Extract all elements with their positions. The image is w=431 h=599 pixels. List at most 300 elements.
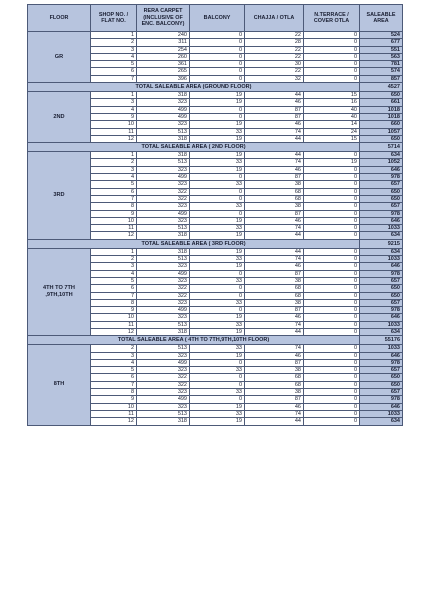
saleable-area-cell: 1052 (360, 159, 403, 166)
chajja-otla-cell: 68 (245, 292, 304, 299)
balcony-cell: 0 (190, 307, 245, 314)
chajja-otla-cell: 74 (245, 410, 304, 417)
rera-carpet-cell: 318 (137, 232, 190, 239)
header-rera-carpet: RERA CARPET (INCLUSIVE OF ENC. BALCONY) (137, 5, 190, 32)
saleable-area-cell: 650 (360, 285, 403, 292)
balcony-cell: 19 (190, 328, 245, 335)
chajja-otla-cell: 87 (245, 307, 304, 314)
rera-carpet-cell: 499 (137, 113, 190, 120)
chajja-otla-cell: 87 (245, 359, 304, 366)
terrace-cell: 16 (304, 99, 360, 106)
flat-no-cell: 11 (91, 128, 137, 135)
balcony-cell: 0 (190, 188, 245, 195)
flat-no-cell: 11 (91, 410, 137, 417)
saleable-area-cell: 650 (360, 188, 403, 195)
chajja-otla-cell: 44 (245, 152, 304, 159)
rera-carpet-cell: 318 (137, 248, 190, 255)
saleable-area-cell: 650 (360, 195, 403, 202)
balcony-cell: 19 (190, 352, 245, 359)
rera-carpet-cell: 322 (137, 285, 190, 292)
flat-no-cell: 5 (91, 367, 137, 374)
terrace-cell: 40 (304, 106, 360, 113)
header-balcony: BALCONY (190, 5, 245, 32)
terrace-cell: 0 (304, 75, 360, 82)
terrace-cell: 0 (304, 174, 360, 181)
rera-carpet-cell: 323 (137, 277, 190, 284)
balcony-cell: 33 (190, 128, 245, 135)
saleable-area-table (27, 4, 403, 426)
balcony-cell: 0 (190, 32, 245, 39)
flat-no-cell: 4 (91, 270, 137, 277)
terrace-cell: 24 (304, 128, 360, 135)
flat-no-cell: 3 (91, 166, 137, 173)
total-value: 5714 (360, 143, 403, 152)
rera-carpet-cell: 323 (137, 314, 190, 321)
chajja-otla-cell: 74 (245, 345, 304, 352)
balcony-cell: 19 (190, 314, 245, 321)
saleable-area-cell: 978 (360, 396, 403, 403)
balcony-cell: 0 (190, 113, 245, 120)
saleable-area-cell: 634 (360, 328, 403, 335)
terrace-cell: 0 (304, 61, 360, 68)
terrace-cell: 0 (304, 389, 360, 396)
total-row (28, 239, 403, 248)
balcony-cell: 0 (190, 285, 245, 292)
saleable-area-cell: 978 (360, 174, 403, 181)
chajja-otla-cell: 44 (245, 328, 304, 335)
rera-carpet-cell: 323 (137, 263, 190, 270)
saleable-area-cell: 1033 (360, 321, 403, 328)
rera-carpet-cell: 323 (137, 181, 190, 188)
balcony-cell: 33 (190, 299, 245, 306)
total-value: 55176 (360, 336, 403, 345)
terrace-cell: 0 (304, 181, 360, 188)
terrace-cell: 0 (304, 314, 360, 321)
terrace-cell: 0 (304, 232, 360, 239)
rera-carpet-cell: 322 (137, 374, 190, 381)
floor-label: 4TH TO 7TH ,9TH,10TH (28, 248, 91, 336)
rera-carpet-cell: 499 (137, 307, 190, 314)
balcony-cell: 33 (190, 225, 245, 232)
rera-carpet-cell: 499 (137, 174, 190, 181)
terrace-cell: 0 (304, 418, 360, 425)
flat-no-cell: 11 (91, 225, 137, 232)
chajja-otla-cell: 74 (245, 225, 304, 232)
balcony-cell: 33 (190, 389, 245, 396)
balcony-cell: 19 (190, 248, 245, 255)
saleable-area-cell: 650 (360, 381, 403, 388)
saleable-area-cell: 524 (360, 32, 403, 39)
balcony-cell: 0 (190, 396, 245, 403)
header-row (28, 5, 403, 32)
flat-no-cell: 5 (91, 181, 137, 188)
balcony-cell: 19 (190, 403, 245, 410)
rera-carpet-cell: 513 (137, 410, 190, 417)
terrace-cell: 0 (304, 217, 360, 224)
terrace-cell: 14 (304, 121, 360, 128)
terrace-cell: 15 (304, 135, 360, 142)
rera-carpet-cell: 513 (137, 345, 190, 352)
flat-no-cell: 12 (91, 232, 137, 239)
saleable-area-cell: 634 (360, 152, 403, 159)
chajja-otla-cell: 68 (245, 188, 304, 195)
saleable-area-cell: 978 (360, 270, 403, 277)
header-saleable-area: SALEABLE AREA (360, 5, 403, 32)
chajja-otla-cell: 44 (245, 232, 304, 239)
terrace-cell: 0 (304, 396, 360, 403)
header-terrace-cover-otla: N.TERRACE / COVER OTLA (304, 5, 360, 32)
terrace-cell: 0 (304, 256, 360, 263)
chajja-otla-cell: 22 (245, 46, 304, 53)
flat-no-cell: 7 (91, 75, 137, 82)
terrace-cell: 0 (304, 46, 360, 53)
terrace-cell: 0 (304, 248, 360, 255)
total-label: TOTAL SALEABLE AREA ( 2ND FLOOR) (28, 143, 360, 152)
balcony-cell: 33 (190, 367, 245, 374)
chajja-otla-cell: 46 (245, 403, 304, 410)
saleable-area-cell: 650 (360, 374, 403, 381)
chajja-otla-cell: 74 (245, 256, 304, 263)
terrace-cell: 0 (304, 68, 360, 75)
flat-no-cell: 3 (91, 46, 137, 53)
table-row (28, 248, 403, 255)
flat-no-cell: 12 (91, 135, 137, 142)
flat-no-cell: 1 (91, 248, 137, 255)
balcony-cell: 0 (190, 46, 245, 53)
saleable-area-cell: 646 (360, 217, 403, 224)
balcony-cell: 0 (190, 174, 245, 181)
chajja-otla-cell: 87 (245, 270, 304, 277)
chajja-otla-cell: 68 (245, 285, 304, 292)
terrace-cell: 0 (304, 403, 360, 410)
rera-carpet-cell: 318 (137, 152, 190, 159)
flat-no-cell: 4 (91, 359, 137, 366)
saleable-area-cell: 978 (360, 359, 403, 366)
saleable-area-cell: 646 (360, 166, 403, 173)
flat-no-cell: 7 (91, 195, 137, 202)
flat-no-cell: 10 (91, 314, 137, 321)
flat-no-cell: 4 (91, 53, 137, 60)
balcony-cell: 0 (190, 195, 245, 202)
flat-no-cell: 9 (91, 307, 137, 314)
rera-carpet-cell: 318 (137, 328, 190, 335)
chajja-otla-cell: 38 (245, 203, 304, 210)
chajja-otla-cell: 38 (245, 181, 304, 188)
saleable-area-cell: 650 (360, 92, 403, 99)
terrace-cell: 0 (304, 152, 360, 159)
saleable-area-cell: 634 (360, 248, 403, 255)
table-row (28, 152, 403, 159)
rera-carpet-cell: 323 (137, 403, 190, 410)
floor-label: GR (28, 32, 91, 83)
saleable-area-cell: 551 (360, 46, 403, 53)
balcony-cell: 0 (190, 68, 245, 75)
saleable-area-cell: 634 (360, 232, 403, 239)
flat-no-cell: 3 (91, 352, 137, 359)
balcony-cell: 0 (190, 53, 245, 60)
flat-no-cell: 7 (91, 292, 137, 299)
flat-no-cell: 12 (91, 328, 137, 335)
rera-carpet-cell: 323 (137, 352, 190, 359)
balcony-cell: 33 (190, 345, 245, 352)
terrace-cell: 0 (304, 345, 360, 352)
balcony-cell: 33 (190, 159, 245, 166)
saleable-area-cell: 646 (360, 352, 403, 359)
flat-no-cell: 6 (91, 285, 137, 292)
total-row (28, 143, 403, 152)
terrace-cell: 0 (304, 53, 360, 60)
saleable-area-cell: 646 (360, 263, 403, 270)
terrace-cell: 0 (304, 381, 360, 388)
balcony-cell: 19 (190, 99, 245, 106)
saleable-area-cell: 563 (360, 53, 403, 60)
flat-no-cell: 8 (91, 299, 137, 306)
flat-no-cell: 11 (91, 321, 137, 328)
saleable-area-cell: 857 (360, 75, 403, 82)
table-row (28, 92, 403, 99)
rera-carpet-cell: 323 (137, 367, 190, 374)
saleable-area-cell: 657 (360, 367, 403, 374)
flat-no-cell: 1 (91, 92, 137, 99)
saleable-area-cell: 634 (360, 418, 403, 425)
balcony-cell: 33 (190, 181, 245, 188)
flat-no-cell: 8 (91, 389, 137, 396)
rera-carpet-cell: 318 (137, 418, 190, 425)
rera-carpet-cell: 260 (137, 53, 190, 60)
flat-no-cell: 1 (91, 32, 137, 39)
terrace-cell: 0 (304, 321, 360, 328)
terrace-cell: 0 (304, 203, 360, 210)
rera-carpet-cell: 499 (137, 396, 190, 403)
total-row (28, 83, 403, 92)
chajja-otla-cell: 38 (245, 367, 304, 374)
flat-no-cell: 12 (91, 418, 137, 425)
saleable-area-cell: 781 (360, 61, 403, 68)
total-value: 4527 (360, 83, 403, 92)
flat-no-cell: 10 (91, 121, 137, 128)
flat-no-cell: 3 (91, 263, 137, 270)
saleable-area-cell: 650 (360, 135, 403, 142)
saleable-area-cell: 1018 (360, 106, 403, 113)
chajja-otla-cell: 38 (245, 277, 304, 284)
flat-no-cell: 4 (91, 106, 137, 113)
flat-no-cell: 5 (91, 277, 137, 284)
terrace-cell: 40 (304, 113, 360, 120)
saleable-area-cell: 1018 (360, 113, 403, 120)
chajja-otla-cell: 68 (245, 195, 304, 202)
terrace-cell: 0 (304, 277, 360, 284)
terrace-cell: 0 (304, 188, 360, 195)
chajja-otla-cell: 74 (245, 321, 304, 328)
header-chajja-otla: CHAJJA / OTLA (245, 5, 304, 32)
rera-carpet-cell: 499 (137, 270, 190, 277)
rera-carpet-cell: 513 (137, 159, 190, 166)
balcony-cell: 19 (190, 135, 245, 142)
rera-carpet-cell: 240 (137, 32, 190, 39)
rera-carpet-cell: 323 (137, 203, 190, 210)
floor-label: 3RD (28, 152, 91, 240)
terrace-cell: 0 (304, 367, 360, 374)
saleable-area-cell: 650 (360, 292, 403, 299)
chajja-otla-cell: 46 (245, 166, 304, 173)
flat-no-cell: 7 (91, 381, 137, 388)
rera-carpet-cell: 513 (137, 256, 190, 263)
chajja-otla-cell: 46 (245, 314, 304, 321)
chajja-otla-cell: 87 (245, 210, 304, 217)
terrace-cell: 15 (304, 92, 360, 99)
balcony-cell: 33 (190, 203, 245, 210)
rera-carpet-cell: 318 (137, 92, 190, 99)
saleable-area-cell: 677 (360, 39, 403, 46)
table-body (28, 32, 403, 426)
terrace-cell: 0 (304, 359, 360, 366)
terrace-cell: 0 (304, 299, 360, 306)
balcony-cell: 33 (190, 321, 245, 328)
rera-carpet-cell: 513 (137, 225, 190, 232)
header-shop-flat-no: SHOP NO. / FLAT NO. (91, 5, 137, 32)
balcony-cell: 19 (190, 217, 245, 224)
chajja-otla-cell: 87 (245, 106, 304, 113)
balcony-cell: 0 (190, 210, 245, 217)
balcony-cell: 0 (190, 39, 245, 46)
flat-no-cell: 9 (91, 113, 137, 120)
balcony-cell: 19 (190, 418, 245, 425)
saleable-area-cell: 1033 (360, 225, 403, 232)
flat-no-cell: 6 (91, 188, 137, 195)
saleable-area-cell: 646 (360, 314, 403, 321)
chajja-otla-cell: 68 (245, 381, 304, 388)
saleable-area-cell: 1057 (360, 128, 403, 135)
flat-no-cell: 10 (91, 403, 137, 410)
terrace-cell: 0 (304, 225, 360, 232)
flat-no-cell: 10 (91, 217, 137, 224)
flat-no-cell: 6 (91, 68, 137, 75)
balcony-cell: 19 (190, 121, 245, 128)
total-label: TOTAL SALEABLE AREA ( 4TH TO 7TH,9TH,10TH FLOOR) (28, 336, 360, 345)
flat-no-cell: 4 (91, 174, 137, 181)
rera-carpet-cell: 499 (137, 210, 190, 217)
flat-no-cell: 8 (91, 203, 137, 210)
flat-no-cell: 3 (91, 99, 137, 106)
rera-carpet-cell: 322 (137, 381, 190, 388)
flat-no-cell: 2 (91, 159, 137, 166)
terrace-cell: 0 (304, 270, 360, 277)
balcony-cell: 19 (190, 166, 245, 173)
rera-carpet-cell: 323 (137, 217, 190, 224)
chajja-otla-cell: 38 (245, 389, 304, 396)
balcony-cell: 19 (190, 232, 245, 239)
chajja-otla-cell: 44 (245, 248, 304, 255)
chajja-otla-cell: 22 (245, 68, 304, 75)
chajja-otla-cell: 46 (245, 121, 304, 128)
total-label: TOTAL SALEABLE AREA (GROUND FLOOR) (28, 83, 360, 92)
chajja-otla-cell: 28 (245, 39, 304, 46)
terrace-cell: 0 (304, 32, 360, 39)
terrace-cell: 0 (304, 39, 360, 46)
chajja-otla-cell: 46 (245, 217, 304, 224)
chajja-otla-cell: 87 (245, 174, 304, 181)
total-row (28, 336, 403, 345)
terrace-cell: 0 (304, 328, 360, 335)
rera-carpet-cell: 396 (137, 75, 190, 82)
chajja-otla-cell: 38 (245, 299, 304, 306)
balcony-cell: 0 (190, 359, 245, 366)
rera-carpet-cell: 311 (137, 39, 190, 46)
balcony-cell: 0 (190, 292, 245, 299)
chajja-otla-cell: 44 (245, 135, 304, 142)
balcony-cell: 19 (190, 152, 245, 159)
header-floor: FLOOR (28, 5, 91, 32)
saleable-area-cell: 657 (360, 277, 403, 284)
saleable-area-cell: 1033 (360, 410, 403, 417)
floor-label: 2ND (28, 92, 91, 143)
chajja-otla-cell: 74 (245, 159, 304, 166)
flat-no-cell: 5 (91, 61, 137, 68)
balcony-cell: 19 (190, 92, 245, 99)
chajja-otla-cell: 44 (245, 92, 304, 99)
rera-carpet-cell: 513 (137, 321, 190, 328)
terrace-cell: 0 (304, 374, 360, 381)
rera-carpet-cell: 499 (137, 359, 190, 366)
saleable-area-cell: 660 (360, 121, 403, 128)
rera-carpet-cell: 254 (137, 46, 190, 53)
terrace-cell: 0 (304, 210, 360, 217)
rera-carpet-cell: 318 (137, 135, 190, 142)
terrace-cell: 0 (304, 285, 360, 292)
chajja-otla-cell: 74 (245, 128, 304, 135)
flat-no-cell: 1 (91, 152, 137, 159)
saleable-area-cell: 657 (360, 181, 403, 188)
balcony-cell: 33 (190, 256, 245, 263)
terrace-cell: 0 (304, 307, 360, 314)
flat-no-cell: 6 (91, 374, 137, 381)
terrace-cell: 0 (304, 352, 360, 359)
chajja-otla-cell: 44 (245, 418, 304, 425)
rera-carpet-cell: 361 (137, 61, 190, 68)
chajja-otla-cell: 46 (245, 263, 304, 270)
chajja-otla-cell: 22 (245, 53, 304, 60)
rera-carpet-cell: 265 (137, 68, 190, 75)
table-row (28, 345, 403, 352)
flat-no-cell: 2 (91, 39, 137, 46)
rera-carpet-cell: 323 (137, 166, 190, 173)
saleable-area-cell: 646 (360, 403, 403, 410)
chajja-otla-cell: 68 (245, 374, 304, 381)
chajja-otla-cell: 30 (245, 61, 304, 68)
saleable-area-cell: 657 (360, 203, 403, 210)
saleable-area-cell: 1033 (360, 345, 403, 352)
saleable-area-cell: 657 (360, 389, 403, 396)
chajja-otla-cell: 46 (245, 99, 304, 106)
chajja-otla-cell: 87 (245, 113, 304, 120)
chajja-otla-cell: 32 (245, 75, 304, 82)
terrace-cell: 0 (304, 263, 360, 270)
flat-no-cell: 2 (91, 256, 137, 263)
balcony-cell: 33 (190, 410, 245, 417)
balcony-cell: 0 (190, 374, 245, 381)
floor-label: 8TH (28, 345, 91, 425)
rera-carpet-cell: 323 (137, 99, 190, 106)
chajja-otla-cell: 87 (245, 396, 304, 403)
rera-carpet-cell: 323 (137, 121, 190, 128)
saleable-area-cell: 657 (360, 299, 403, 306)
terrace-cell: 0 (304, 195, 360, 202)
balcony-cell: 0 (190, 270, 245, 277)
rera-carpet-cell: 323 (137, 389, 190, 396)
table-row (28, 32, 403, 39)
rera-carpet-cell: 322 (137, 195, 190, 202)
saleable-area-cell: 661 (360, 99, 403, 106)
